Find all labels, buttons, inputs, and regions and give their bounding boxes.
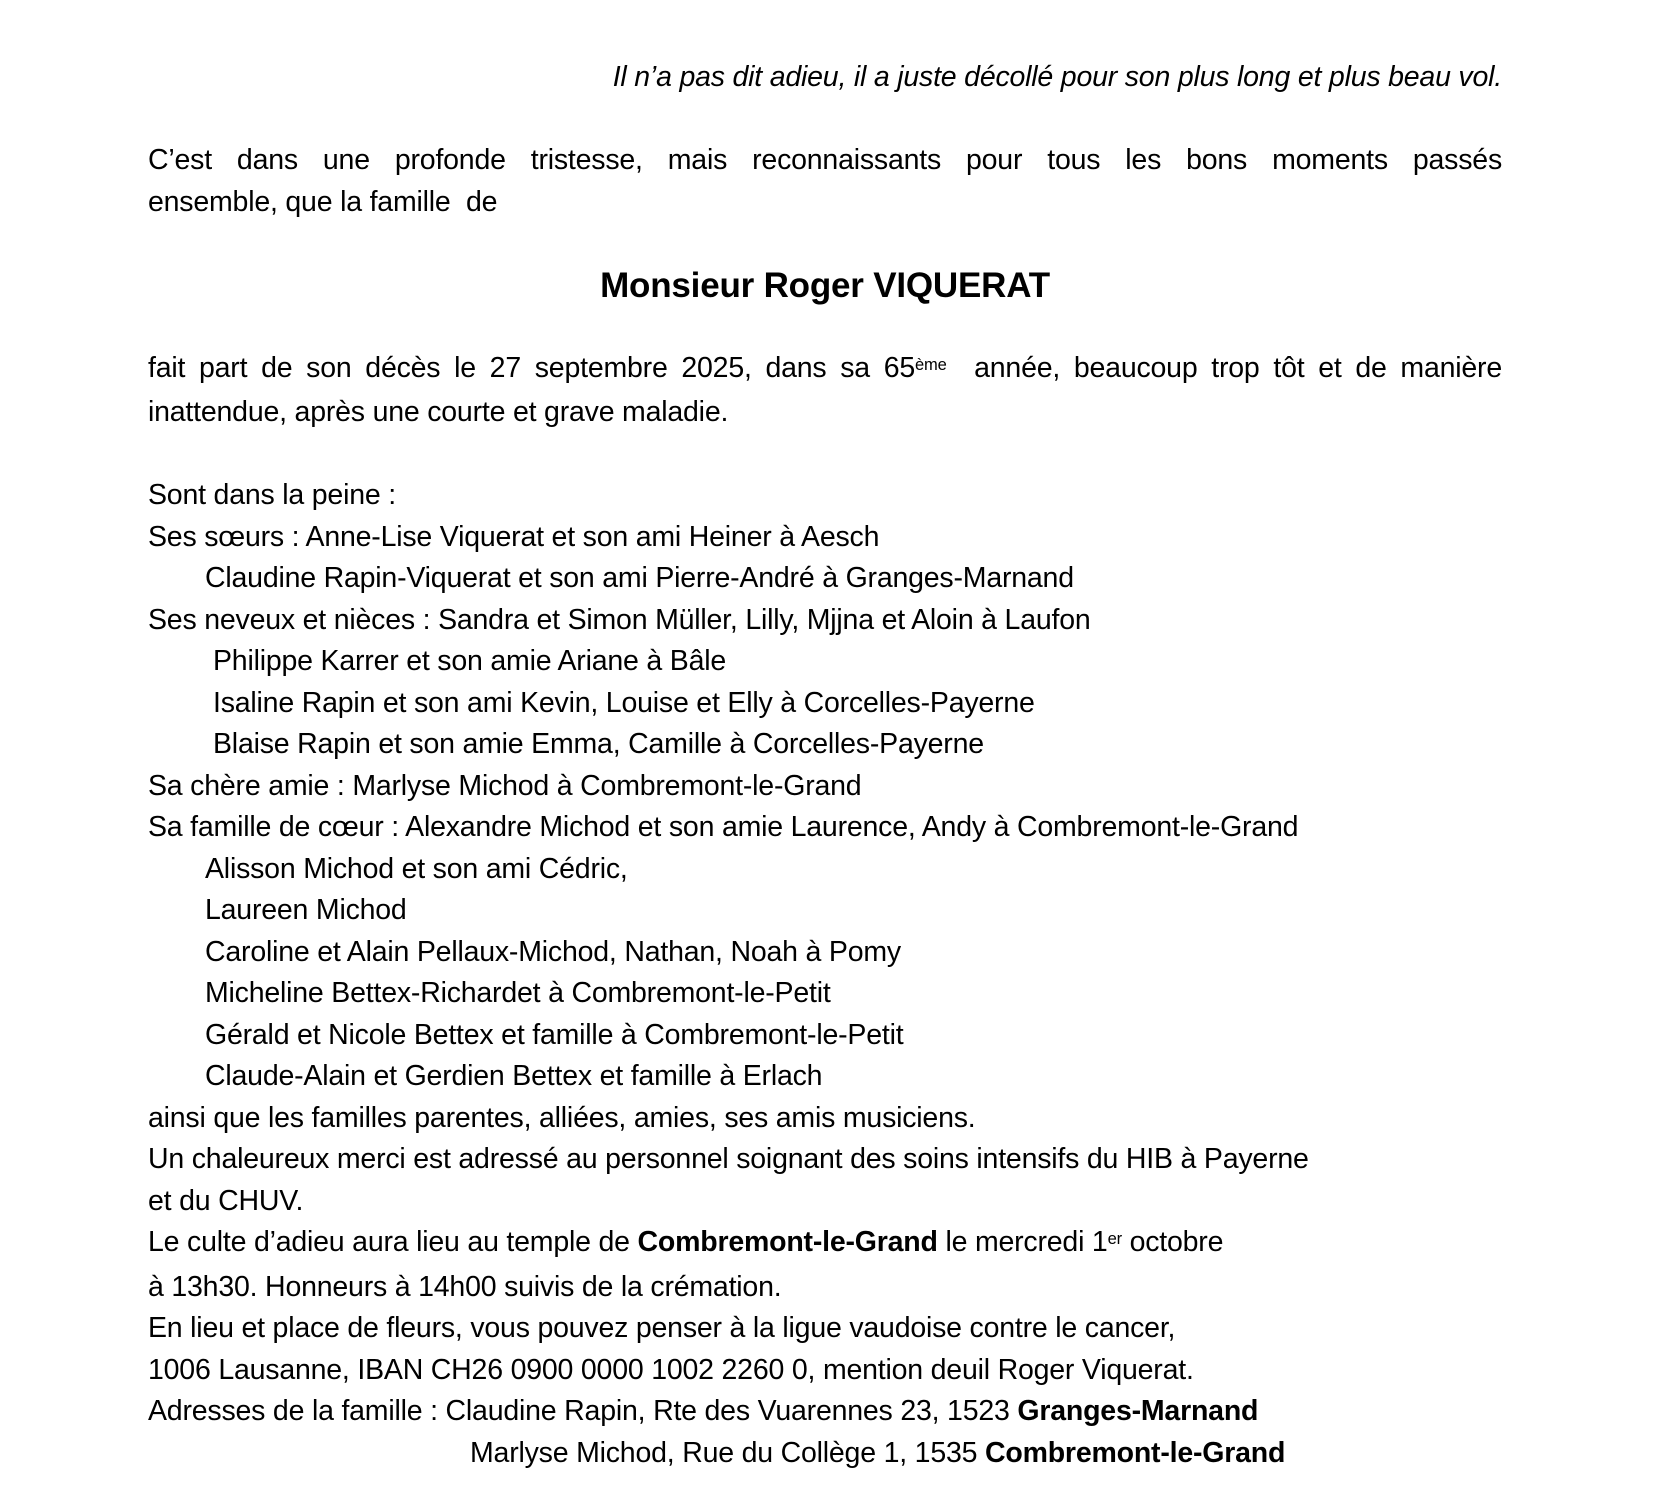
text-segment: Ses neveux et nièces : Sandra et Simon Müller, Lilly, Mjjna et Aloin à Laufon <box>148 603 1091 636</box>
text-segment: En lieu et place de fleurs, vous pouvez penser à la ligue vaudoise contre le cancer, <box>148 1312 1176 1344</box>
text-segment: C’est dans une profonde tristesse, mais reconnaissants pour tous les bons moments passés <box>148 144 1502 176</box>
text-line <box>148 849 1502 891</box>
text-segment: Monsieur Roger VIQUERAT <box>600 265 1050 305</box>
text-line <box>148 392 1502 434</box>
text-line <box>148 807 1502 849</box>
text-line <box>148 766 1502 808</box>
bold-text: Combremont-le-Grand <box>984 1436 1286 1469</box>
text-segment: Caroline et Alain Pellaux-Michod, Nathan, Noah à Pomy <box>205 935 901 968</box>
blank-line <box>148 99 1502 141</box>
text-line <box>148 475 1502 517</box>
text-line <box>148 1308 1502 1350</box>
text-line <box>148 140 1502 182</box>
superscript-text: er <box>1107 1229 1122 1249</box>
text-line <box>148 1139 1502 1181</box>
text-line <box>148 890 1502 932</box>
text-line <box>148 1181 1502 1223</box>
text-line <box>148 641 1502 683</box>
text-segment: Isaline Rapin et son ami Kevin, Louise et Elly à Corcelles-Payerne <box>213 686 1035 719</box>
text-line <box>148 600 1502 642</box>
text-segment: année, beaucoup trop tôt et de manière <box>946 351 1503 384</box>
text-line <box>148 932 1502 974</box>
text-segment: ensemble, que la famille de <box>148 185 498 218</box>
text-line <box>148 1391 1502 1433</box>
text-segment: Il n’a pas dit adieu, il a juste décollé pour son plus long et plus beau vol. <box>612 61 1502 93</box>
text-segment: Laureen Michod <box>205 894 407 926</box>
text-line <box>148 1098 1502 1140</box>
text-line <box>148 1350 1502 1392</box>
text-line <box>148 558 1502 600</box>
text-segment: le mercredi 1 <box>937 1226 1108 1258</box>
text-line <box>148 1222 1502 1267</box>
text-segment: Blaise Rapin et son amie Emma, Camille à Corcelles-Payerne <box>213 728 984 760</box>
text-line <box>148 1056 1502 1098</box>
text-line <box>148 1433 1502 1475</box>
text-segment: Un chaleureux merci est adressé au personnel soignant des soins intensifs du HIB à Payerne <box>148 1143 1309 1175</box>
obituary-page <box>148 57 1502 1474</box>
text-segment: Claude-Alain et Gerdien Bettex et famille à Erlach <box>205 1060 823 1092</box>
blank-line <box>148 306 1502 348</box>
blank-line <box>148 434 1502 476</box>
blank-line <box>148 223 1502 265</box>
text-segment: Gérald et Nicole Bettex et famille à Combremont-le-Petit <box>205 1018 904 1051</box>
text-segment: Alisson Michod et son ami Cédric, <box>205 852 628 885</box>
text-line <box>148 724 1502 766</box>
text-segment: Sa famille de cœur : Alexandre Michod et son amie Laurence, Andy à Combremont-le-Grand <box>148 811 1299 843</box>
text-segment: à 13h30. Honneurs à 14h00 suivis de la crémation. <box>148 1270 782 1303</box>
text-line <box>148 1015 1502 1057</box>
text-segment: ainsi que les familles parentes, alliées, amies, ses amis musiciens. <box>148 1101 976 1134</box>
text-segment: inattendue, après une courte et grave maladie. <box>148 396 729 428</box>
text-segment: Philippe Karrer et son amie Ariane à Bâle <box>213 645 727 677</box>
text-segment: et du CHUV. <box>148 1184 304 1217</box>
text-segment: Marlyse Michod, Rue du Collège 1, 1535 <box>470 1436 985 1469</box>
text-line <box>148 1267 1502 1309</box>
text-line <box>148 683 1502 725</box>
text-segment: Claudine Rapin-Viquerat et son ami Pierre-André à Granges-Marnand <box>205 562 1074 594</box>
text-segment: Ses sœurs : Anne-Lise Viquerat et son ami Heiner à Aesch <box>148 520 880 553</box>
deceased-name-title <box>148 265 1502 307</box>
text-segment: Adresses de la famille : Claudine Rapin, Rte des Vuarennes 23, 1523 <box>148 1395 1018 1427</box>
text-segment: Le culte d’adieu aura lieu au temple de <box>148 1226 638 1258</box>
text-segment: octobre <box>1121 1226 1224 1258</box>
text-line <box>148 973 1502 1015</box>
text-segment: fait part de son décès le 27 septembre 2025, dans sa 65 <box>148 351 916 384</box>
bold-text: Granges-Marnand <box>1017 1395 1259 1427</box>
epitaph-quote <box>148 57 1502 99</box>
superscript-text: ème <box>915 354 947 374</box>
text-line <box>148 182 1502 224</box>
text-segment: Micheline Bettex-Richardet à Combremont-le-Petit <box>205 977 831 1009</box>
bold-text: Combremont-le-Grand <box>637 1226 938 1258</box>
text-line <box>148 517 1502 559</box>
text-segment: 1006 Lausanne, IBAN CH26 0900 0000 1002 2260 0, mention deuil Roger Viquerat. <box>148 1353 1194 1386</box>
text-segment: Sa chère amie : Marlyse Michod à Combremont-le-Grand <box>148 769 862 802</box>
text-line <box>148 348 1502 393</box>
text-segment: Sont dans la peine : <box>148 479 396 511</box>
